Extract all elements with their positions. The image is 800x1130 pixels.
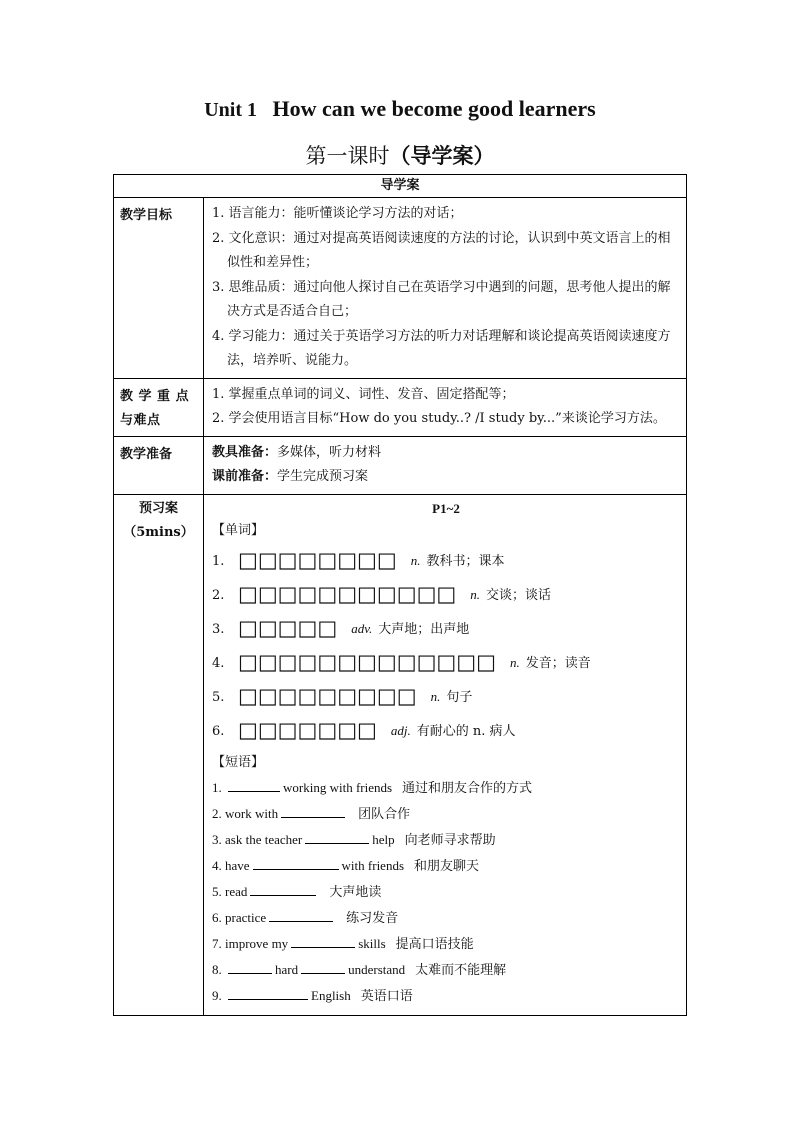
goal-item: 3. 思维品质：通过向他人探讨自己在英语学习中遇到的问题，思考他人提出的解决方式是否适合自己； bbox=[212, 279, 671, 319]
fill-in-blank bbox=[301, 959, 345, 974]
page-title bbox=[0, 96, 800, 122]
phrases-list bbox=[212, 775, 680, 1009]
prep-label: 教学准备 bbox=[114, 436, 204, 494]
phrase-text: help bbox=[372, 831, 395, 847]
teacher-prep bbox=[212, 441, 680, 466]
phrase-item bbox=[212, 983, 680, 1009]
lesson-type: （导学案） bbox=[389, 143, 495, 168]
letter-boxes: □□□□□□□□□ bbox=[238, 683, 417, 708]
word-item bbox=[212, 611, 680, 645]
prep-row bbox=[114, 436, 687, 494]
goals-row bbox=[114, 198, 687, 379]
phrase-meaning: 英语口语 bbox=[360, 988, 413, 1004]
fill-in-blank bbox=[228, 959, 272, 974]
phrase-meaning: 提高口语技能 bbox=[395, 936, 474, 952]
phrase-text: work with bbox=[225, 805, 279, 821]
preview-label: 预习案 bbox=[138, 500, 178, 516]
prep-content bbox=[204, 436, 687, 494]
phrase-number: 8. bbox=[212, 961, 222, 977]
word-meaning: 交谈；谈话 bbox=[486, 587, 552, 603]
letter-boxes: □□□□□□□□□□□ bbox=[238, 581, 457, 606]
fill-in-blank bbox=[281, 803, 345, 818]
key-point-item: 1. 掌握重点单词的词义、词性、发音、固定搭配等； bbox=[212, 386, 515, 402]
preview-label-cell bbox=[114, 494, 204, 1015]
phrase-text: understand bbox=[348, 961, 406, 977]
phrase-number: 6. bbox=[212, 909, 222, 925]
word-number: 4. bbox=[212, 655, 225, 671]
letter-boxes: □□□□□□□□ bbox=[238, 547, 397, 572]
word-meaning: 句子 bbox=[446, 689, 473, 705]
student-prep-label: 课前准备： bbox=[212, 469, 278, 484]
key-points-label: 教 学 重 点与难点 bbox=[114, 378, 204, 436]
preview-time: （5mins） bbox=[123, 524, 194, 540]
teacher-prep-value: 多媒体，听力材料 bbox=[277, 444, 382, 460]
phrase-text: skills bbox=[358, 935, 386, 951]
student-prep bbox=[212, 465, 680, 490]
letter-boxes: □□□□□□□ bbox=[238, 717, 377, 742]
word-meaning: 有耐心的 n. 病人 bbox=[416, 723, 516, 739]
key-points-row bbox=[114, 378, 687, 436]
letter-boxes: □□□□□ bbox=[238, 615, 338, 640]
phrase-meaning: 太难而不能理解 bbox=[415, 962, 507, 978]
goal-item: 4. 学习能力：通过关于英语学习方法的听力对话理解和谈论提高英语阅读速度方法，培养听、说能力。 bbox=[212, 328, 671, 368]
phrase-meaning: 大声地读 bbox=[329, 884, 382, 900]
word-number: 6. bbox=[212, 723, 225, 739]
word-item bbox=[212, 543, 680, 577]
word-item bbox=[212, 645, 680, 679]
word-meaning: 发音；读音 bbox=[525, 655, 591, 671]
part-of-speech: n. bbox=[470, 586, 481, 602]
word-item bbox=[212, 679, 680, 713]
student-prep-value: 学生完成预习案 bbox=[277, 469, 369, 484]
phrase-text: ask the teacher bbox=[225, 831, 303, 847]
phrase-meaning: 练习发音 bbox=[346, 910, 399, 926]
phrase-text: improve my bbox=[225, 935, 289, 951]
phrase-item bbox=[212, 879, 680, 905]
phrase-item bbox=[212, 775, 680, 801]
phrase-number: 1. bbox=[212, 779, 222, 795]
preview-content bbox=[204, 494, 687, 1015]
word-number: 5. bbox=[212, 689, 225, 705]
unit-title: How can we become good learners bbox=[272, 96, 596, 121]
phrase-item bbox=[212, 905, 680, 931]
part-of-speech: n. bbox=[509, 654, 520, 670]
word-number: 2. bbox=[212, 587, 225, 603]
phrase-text: practice bbox=[225, 909, 267, 925]
letter-boxes: □□□□□□□□□□□□□ bbox=[238, 649, 496, 674]
fill-in-blank bbox=[269, 907, 333, 922]
preview-pages: P1~2 bbox=[432, 500, 460, 516]
lesson-label: 第一课时 bbox=[305, 144, 390, 168]
phrase-item bbox=[212, 957, 680, 983]
fill-in-blank bbox=[291, 933, 355, 948]
fill-in-blank bbox=[305, 829, 369, 844]
key-points-content bbox=[204, 378, 687, 436]
word-number: 3. bbox=[212, 621, 225, 637]
part-of-speech: adv. bbox=[351, 620, 373, 636]
word-meaning: 大声地；出声地 bbox=[378, 621, 470, 637]
phrase-text: with friends bbox=[341, 857, 405, 873]
goals-content bbox=[204, 198, 687, 379]
words-list bbox=[212, 543, 680, 747]
teacher-prep-label: 教具准备： bbox=[212, 444, 278, 460]
phrase-number: 4. bbox=[212, 857, 222, 873]
phrase-number: 9. bbox=[212, 987, 222, 1003]
words-heading: 【单词】 bbox=[212, 522, 265, 538]
word-item bbox=[212, 577, 680, 611]
phrase-text: have bbox=[225, 857, 250, 873]
part-of-speech: n. bbox=[430, 688, 441, 704]
part-of-speech: adj. bbox=[390, 722, 411, 738]
phrase-meaning: 和朋友聊天 bbox=[414, 858, 480, 874]
phrases-heading: 【短语】 bbox=[212, 754, 265, 770]
goal-item: 1. 语言能力：能听懂谈论学习方法的对话； bbox=[212, 206, 463, 221]
guide-table bbox=[113, 174, 687, 1016]
fill-in-blank bbox=[228, 777, 280, 792]
preview-row bbox=[114, 494, 687, 1015]
word-number: 1. bbox=[212, 553, 225, 569]
fill-in-blank bbox=[253, 855, 339, 870]
phrase-meaning: 向老师寻求帮助 bbox=[404, 832, 496, 848]
phrase-text: English bbox=[311, 987, 351, 1003]
key-point-item: 2. 学会使用语言目标“How do you study..? /I study by...”来谈论学习方法。 bbox=[212, 411, 666, 426]
goals-label: 教学目标 bbox=[114, 198, 204, 379]
phrase-item bbox=[212, 827, 680, 853]
fill-in-blank bbox=[250, 881, 316, 896]
table-header: 导学案 bbox=[114, 175, 687, 198]
phrase-item bbox=[212, 853, 680, 879]
part-of-speech: n. bbox=[410, 552, 421, 568]
word-item bbox=[212, 713, 680, 747]
unit-label: Unit 1 bbox=[204, 99, 258, 121]
goal-item: 2. 文化意识：通过对提高英语阅读速度的方法的讨论，认识到中英文语言上的相似性和差异性； bbox=[212, 230, 671, 270]
phrase-number: 3. bbox=[212, 831, 222, 847]
phrase-meaning: 团队合作 bbox=[358, 806, 411, 822]
phrase-text: hard bbox=[275, 961, 299, 977]
phrase-text: working with friends bbox=[283, 779, 393, 795]
phrase-number: 2. bbox=[212, 805, 222, 821]
phrase-meaning: 通过和朋友合作的方式 bbox=[402, 780, 533, 796]
phrase-number: 5. bbox=[212, 883, 222, 899]
phrase-number: 7. bbox=[212, 935, 222, 951]
phrase-text: read bbox=[225, 883, 248, 899]
page-subtitle bbox=[0, 140, 800, 170]
phrase-item bbox=[212, 931, 680, 957]
phrase-item bbox=[212, 801, 680, 827]
fill-in-blank bbox=[228, 985, 308, 1000]
word-meaning: 教科书；课本 bbox=[426, 553, 505, 569]
